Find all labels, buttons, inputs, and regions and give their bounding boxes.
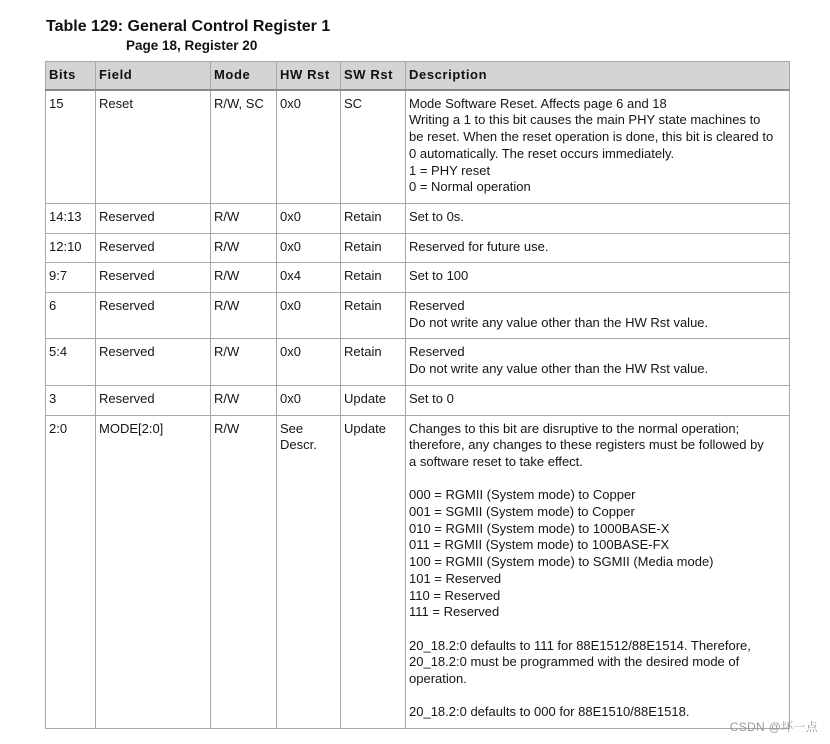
bits-cell: 14:13 <box>46 203 96 233</box>
bits-cell: 15 <box>46 90 96 204</box>
sw-rst-cell: Update <box>341 415 406 729</box>
mode-cell: R/W <box>211 203 277 233</box>
hw-rst-cell: 0x0 <box>277 203 341 233</box>
mode-cell: R/W <box>211 233 277 263</box>
description-line: 20_18.2:0 must be programmed with the desired mode of <box>409 654 740 670</box>
description-line: Mode Software Reset. Affects page 6 and 18 <box>409 95 667 111</box>
field-cell: Reserved <box>96 385 211 415</box>
header-sw-rst: SW Rst <box>341 62 406 90</box>
description-cell <box>406 263 790 293</box>
description-line: 110 = Reserved <box>409 587 501 603</box>
description-line: 000 = RGMII (System mode) to Copper <box>409 487 636 503</box>
header-description: Description <box>406 62 790 90</box>
description-line: Set to 100 <box>409 268 469 284</box>
header-bits: Bits <box>46 62 96 90</box>
description-cell <box>406 339 790 385</box>
bits-cell: 2:0 <box>46 415 96 729</box>
table-row <box>46 415 790 729</box>
sw-rst-cell: Retain <box>341 263 406 293</box>
description-cell <box>406 293 790 339</box>
sw-rst-cell: Update <box>341 385 406 415</box>
description-line: 100 = RGMII (System mode) to SGMII (Media mode) <box>409 554 714 570</box>
description-line: operation. <box>409 671 467 687</box>
table-row <box>46 385 790 415</box>
sw-rst-cell: Retain <box>341 203 406 233</box>
description-line: Changes to this bit are disruptive to the normal operation; <box>409 420 740 436</box>
bits-cell: 9:7 <box>46 263 96 293</box>
description-line: Set to 0s. <box>409 208 464 224</box>
mode-cell: R/W <box>211 415 277 729</box>
table-subtitle: Page 18, Register 20 <box>126 38 258 53</box>
description-line: 011 = RGMII (System mode) to 100BASE-FX <box>409 537 670 553</box>
description-cell <box>406 203 790 233</box>
register-table <box>45 61 790 729</box>
hw-rst-cell: 0x4 <box>277 263 341 293</box>
field-cell: MODE[2:0] <box>96 415 211 729</box>
field-cell: Reserved <box>96 233 211 263</box>
description-line: Reserved <box>409 298 465 314</box>
hw-rst-cell: 0x0 <box>277 293 341 339</box>
description-line: be reset. When the reset operation is done, this bit is cleared to <box>409 129 774 145</box>
description-line <box>409 688 786 705</box>
field-cell: Reserved <box>96 203 211 233</box>
hw-rst-cell: 0x0 <box>277 339 341 385</box>
header-mode: Mode <box>211 62 277 90</box>
description-line <box>409 621 786 638</box>
watermark: CSDN @坏一点 <box>729 720 818 734</box>
bits-cell: 12:10 <box>46 233 96 263</box>
sw-rst-cell: Retain <box>341 293 406 339</box>
description-line: 20_18.2:0 defaults to 111 for 88E1512/88E1514. Therefore, <box>409 637 751 653</box>
sw-rst-cell: Retain <box>341 339 406 385</box>
description-line: 111 = Reserved <box>409 604 500 620</box>
description-line: Do not write any value other than the HW Rst value. <box>409 314 709 330</box>
bits-cell: 6 <box>46 293 96 339</box>
table-row <box>46 263 790 293</box>
description-cell <box>406 90 790 204</box>
description-line: Reserved <box>409 344 465 360</box>
description-line <box>409 471 786 488</box>
description-line: 101 = Reserved <box>409 570 502 586</box>
description-line: Do not write any value other than the HW Rst value. <box>409 361 709 377</box>
description-line: 001 = SGMII (System mode) to Copper <box>409 504 635 520</box>
hw-rst-cell: See Descr. <box>277 415 341 729</box>
mode-cell: R/W <box>211 293 277 339</box>
mode-cell: R/W <box>211 385 277 415</box>
description-line: 010 = RGMII (System mode) to 1000BASE-X <box>409 520 670 536</box>
description-cell <box>406 233 790 263</box>
description-line: Set to 0 <box>409 390 454 406</box>
description-cell <box>406 385 790 415</box>
sw-rst-cell: SC <box>341 90 406 204</box>
hw-rst-cell: 0x0 <box>277 233 341 263</box>
sw-rst-cell: Retain <box>341 233 406 263</box>
table-row <box>46 203 790 233</box>
field-cell: Reserved <box>96 293 211 339</box>
field-cell: Reserved <box>96 263 211 293</box>
bits-cell: 3 <box>46 385 96 415</box>
mode-cell: R/W <box>211 339 277 385</box>
description-line: 1 = PHY reset <box>409 162 491 178</box>
table-row <box>46 90 790 204</box>
description-line: a software reset to take effect. <box>409 453 583 469</box>
description-line: Writing a 1 to this bit causes the main PHY state machines to <box>409 112 761 128</box>
description-line: 0 = Normal operation <box>409 179 531 195</box>
description-line: 20_18.2:0 defaults to 000 for 88E1510/88E1518. <box>409 704 690 720</box>
table-row <box>46 293 790 339</box>
description-line: 0 automatically. The reset occurs immediately. <box>409 145 675 161</box>
table-row <box>46 233 790 263</box>
field-cell: Reserved <box>96 339 211 385</box>
field-cell: Reset <box>96 90 211 204</box>
bits-cell: 5:4 <box>46 339 96 385</box>
hw-rst-cell: 0x0 <box>277 90 341 204</box>
hw-rst-cell: 0x0 <box>277 385 341 415</box>
header-field: Field <box>96 62 211 90</box>
register-table-body <box>46 90 790 729</box>
header-row <box>46 62 790 90</box>
header-hw-rst: HW Rst <box>277 62 341 90</box>
mode-cell: R/W <box>211 263 277 293</box>
mode-cell: R/W, SC <box>211 90 277 204</box>
table-title: Table 129: General Control Register 1 <box>46 18 331 35</box>
description-cell <box>406 415 790 729</box>
description-line: Reserved for future use. <box>409 238 549 254</box>
table-row <box>46 339 790 385</box>
description-line: therefore, any changes to these registers must be followed by <box>409 437 764 453</box>
